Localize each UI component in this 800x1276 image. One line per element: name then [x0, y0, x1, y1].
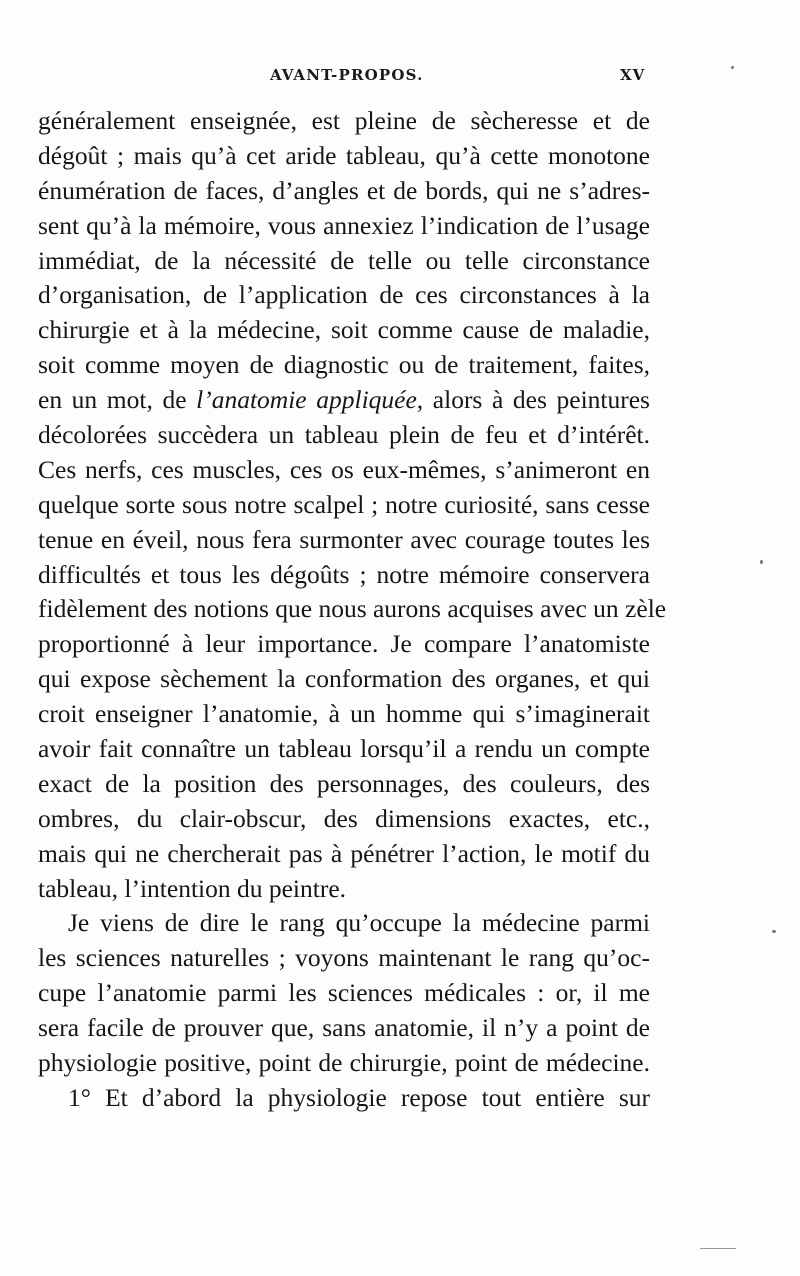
text-line: Ces nerfs, ces muscles, ces os eux-mêmes, s’animeront en — [38, 454, 650, 484]
body-text — [38, 104, 667, 1116]
italic-term: l’anatomie appliquée — [196, 385, 417, 415]
text-line: énumération de faces, d’angles et de bords, qui ne s’adres- — [38, 175, 650, 205]
text-line: physiologie positive, point de chirurgie, point de médecine. — [38, 1048, 650, 1078]
text-line: difficultés et tous les dégoûts ; notre mémoire conservera — [38, 559, 650, 589]
text-line: mais qui ne chercherait pas à pénétrer l’action, le motif du — [38, 838, 650, 868]
text-line: chirurgie et à la médecine, soit comme cause de maladie, — [38, 315, 650, 345]
text-line: d’organisation, de l’application de ces circonstances à la — [38, 280, 650, 310]
text-line: fidèlement des notions que nous aurons acquises avec un zèle — [38, 594, 667, 624]
text-line-with-italic — [38, 383, 650, 418]
line-segment: , alors à des peintures — [416, 385, 650, 415]
text-line: sera facile de prouver que, sans anatomie, il n’y a point de — [38, 1013, 650, 1043]
text-line: immédiat, de la nécessité de telle ou telle circonstance — [38, 245, 650, 275]
text-line: 1° Et d’abord la physiologie repose tout entière sur — [68, 1082, 650, 1112]
paper-speck — [772, 930, 776, 933]
text-line: exact de la position des personnages, des couleurs, des — [38, 768, 650, 798]
text-line: qui expose sèchement la conformation des organes, et qui — [38, 664, 650, 694]
text-line: cupe l’anatomie parmi les sciences médicales : or, il me — [38, 978, 650, 1008]
text-line: dégoût ; mais qu’à cet aride tableau, qu’à cette monotone — [38, 140, 650, 170]
running-title: AVANT-PROPOS. — [270, 66, 424, 84]
text-line: proportionné à leur importance. Je compare l’anatomiste — [38, 629, 650, 659]
paper-speck — [700, 1248, 736, 1249]
text-line: croit enseigner l’anatomie, à un homme qui s’imaginerait — [38, 699, 650, 729]
text-line: sent qu’à la mémoire, vous annexiez l’indication de l’usage — [38, 210, 650, 240]
paper-speck — [731, 66, 734, 69]
paper-speck — [760, 560, 763, 564]
text-line: les sciences naturelles ; voyons maintenant le rang qu’oc- — [38, 943, 650, 973]
text-line: décolorées succèdera un tableau plein de feu et d’intérêt. — [38, 420, 650, 450]
text-line: généralement enseignée, est pleine de sècheresse et de — [38, 106, 650, 135]
text-line: tenue en éveil, nous fera surmonter avec courage toutes les — [38, 524, 650, 554]
text-line: soit comme moyen de diagnostic ou de traitement, faites, — [38, 350, 650, 380]
running-header — [0, 66, 800, 88]
text-line: avoir fait connaître un tableau lorsqu’il a rendu un compte — [38, 734, 650, 764]
page-number: XV — [620, 66, 646, 84]
text-line: Je viens de dire le rang qu’occupe la médecine parmi — [68, 908, 650, 938]
text-line: tableau, l’intention du peintre. — [38, 873, 347, 903]
line-segment: en un mot, de — [38, 385, 197, 415]
text-line: quelque sorte sous notre scalpel ; notre curiosité, sans cesse — [38, 489, 650, 519]
text-line: ombres, du clair-obscur, des dimensions exactes, etc., — [38, 803, 650, 833]
